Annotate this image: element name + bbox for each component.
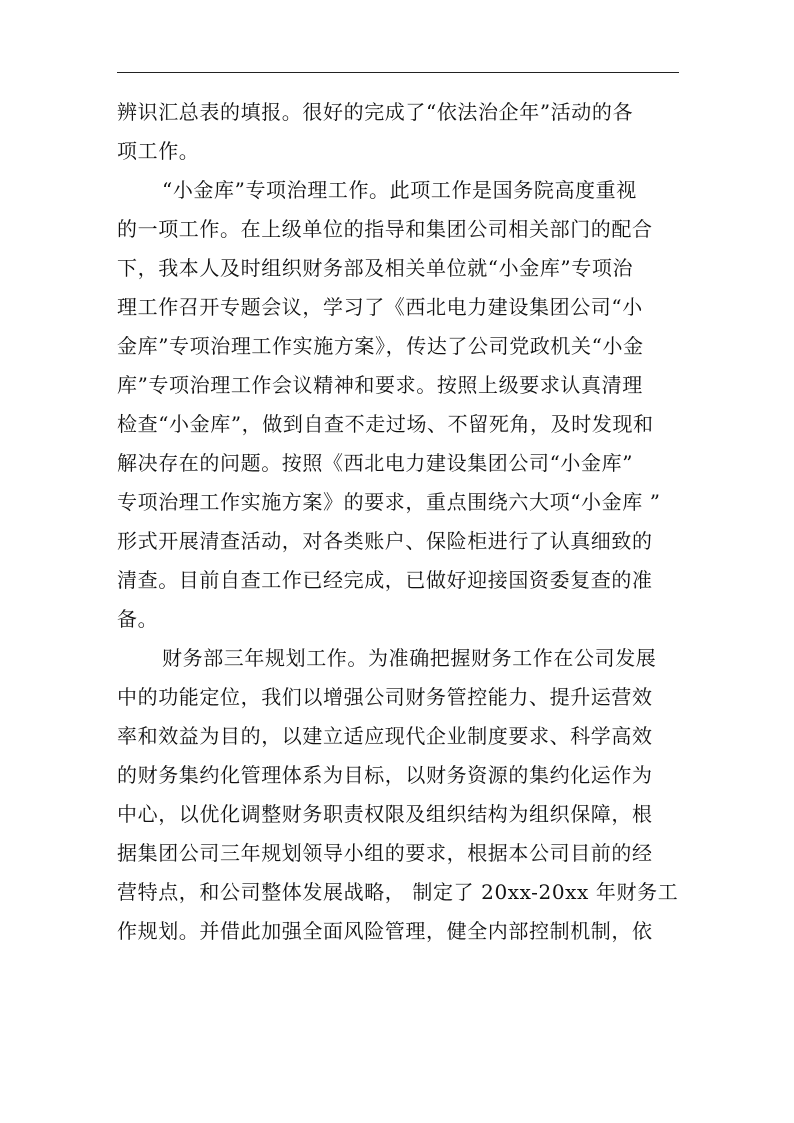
text-line: 检查“小金库”，做到自查不走过场、不留死角，及时发现和 [117, 412, 654, 436]
text-line: 解决存在的问题。按照《西北电力建设集团公司“小金库” [117, 451, 634, 475]
text-line: 下，我本人及时组织财务部及相关单位就“小金库”专项治 [117, 256, 634, 280]
text-line: 中心，以优化调整财务职责权限及组织结构为组织保障，根 [117, 802, 653, 826]
text-line: 金库”专项治理工作实施方案》，传达了公司党政机关“小金 [117, 334, 644, 358]
text-line: 形式开展清查活动，对各类账户、保险柜进行了认真细致的 [117, 529, 653, 553]
text-line: 据集团公司三年规划领导小组的要求，根据本公司目前的经 [117, 841, 653, 865]
text-line: 清查。目前自查工作已经完成，已做好迎接国资委复查的准 [117, 568, 653, 592]
paragraph-small-treasury [117, 171, 679, 639]
paragraph-continuation [117, 93, 679, 171]
document-body [117, 93, 679, 951]
header-rule [117, 72, 679, 73]
text-line: 率和效益为目的，以建立适应现代企业制度要求、科学高效 [117, 724, 653, 748]
text-line: 专项治理工作实施方案》的要求，重点围绕六大项“小金库 ” [117, 490, 661, 514]
text-line: 作规划。并借此加强全面风险管理，健全内部控制机制，依 [117, 919, 653, 943]
text-line: “小金库”专项治理工作。此项工作是国务院高度重视 [162, 178, 637, 202]
text-line: 备。 [117, 607, 159, 631]
paragraph-three-year-plan [117, 639, 679, 951]
text-line: 的一项工作。在上级单位的指导和集团公司相关部门的配合 [117, 217, 653, 241]
text-line: 理工作召开专题会议，学习了《西北电力建设集团公司“小 [117, 295, 643, 319]
text-line: 的财务集约化管理体系为目标，以财务资源的集约化运作为 [117, 763, 653, 787]
text-line: 库”专项治理工作会议精神和要求。按照上级要求认真清理 [117, 373, 643, 397]
text-line: 财务部三年规划工作。为准确把握财务工作在公司发展 [162, 646, 657, 670]
text-line: 营特点，和公司整体发展战略， 制定了 20xx-20xx 年财务工 [117, 880, 679, 904]
text-line: 项工作。 [117, 139, 200, 163]
text-line: 中的功能定位，我们以增强公司财务管控能力、提升运营效 [117, 685, 653, 709]
text-line: 辨识汇总表的填报。很好的完成了“依法治企年”活动的各 [117, 100, 634, 124]
